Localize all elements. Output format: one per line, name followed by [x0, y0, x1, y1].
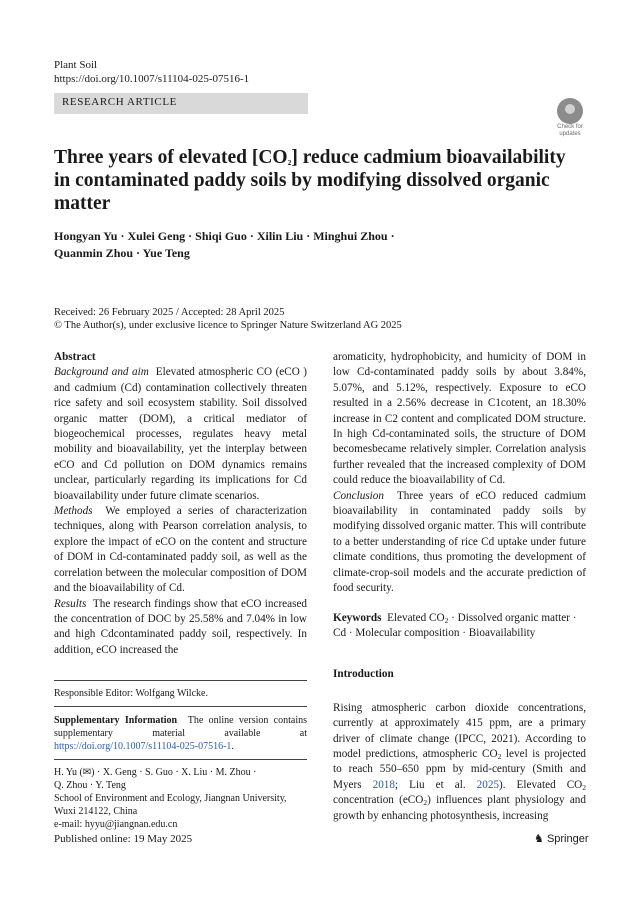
- affiliation-names-2: Q. Zhou · Y. Teng: [54, 780, 126, 792]
- abstract-results: [54, 597, 307, 659]
- journal-name: Plant Soil: [54, 59, 98, 71]
- crossmark-line2: updates: [559, 131, 581, 137]
- affiliation-city: Wuxi 214122, China: [54, 806, 138, 818]
- authors-line-2: Quanmin Zhou · Yue Teng: [54, 246, 190, 260]
- title-subscript: 2: [287, 158, 292, 167]
- left-column: [54, 350, 307, 831]
- intro-text-2: level is projected to reach 550–650 ppm by mid-century (Smith and Myers: [333, 747, 587, 791]
- crossmark-icon: [557, 98, 583, 124]
- supplementary-info: [54, 714, 307, 753]
- title-part-2: ] reduce cadmium bioavailability in contaminated paddy soils by modifying dissolved organic matter: [54, 147, 566, 214]
- article-dates: [54, 306, 574, 332]
- introduction-heading: Introduction: [333, 668, 394, 681]
- publisher-name: Springer: [546, 833, 589, 845]
- supp-link[interactable]: https://doi.org/10.1007/s11104-025-07516-1: [54, 741, 232, 753]
- abstract-heading: Abstract: [54, 351, 96, 363]
- citation-link-2[interactable]: 2025: [476, 778, 500, 791]
- responsible-editor: Responsible Editor: Wolfgang Wilcke.: [54, 688, 208, 700]
- supp-label: Supplementary Information: [54, 715, 178, 727]
- intro-text-5: concentration (eCO: [333, 794, 424, 807]
- article-doi[interactable]: https://doi.org/10.1007/s11104-025-07516-1: [54, 73, 250, 85]
- article-type-banner: [54, 93, 308, 114]
- abstract-conclusion: [333, 489, 586, 597]
- introduction-paragraph: [333, 701, 586, 824]
- affiliation-names-1: H. Yu (✉) · X. Geng · S. Guo · X. Liu · M. Zhou ·: [54, 767, 257, 779]
- affiliation-school: School of Environment and Ecology, Jiangnan University,: [54, 793, 287, 805]
- abstract-methods: [54, 504, 307, 596]
- title-part-1: Three years of elevated [CO: [54, 147, 288, 168]
- keywords-rest: · Dissolved organic matter · Cd · Molecular composition · Bioavailability: [333, 611, 577, 639]
- intro-sub-1: 2: [497, 751, 502, 761]
- intro-text-4: ). Elevated CO: [499, 778, 583, 791]
- abstract-background: [54, 365, 307, 504]
- background-label: Background and aim: [54, 366, 149, 379]
- footnote-divider-3: [54, 759, 307, 760]
- published-date: Published online: 19 May 2025: [54, 833, 193, 845]
- intro-sub-2: 2: [582, 782, 586, 792]
- article-title: [54, 146, 574, 215]
- keyword-first: Elevated CO: [387, 611, 445, 624]
- methods-text: We employed a series of characterization techniques, along with Pearson correlation analysis, to explore the impact of eCO on the content and structure of DOM in Cd-contaminated paddy soil, as well as the correlation between the molecular composition of DOM and the bioavailability of Cd.: [54, 505, 307, 595]
- results-continued: aromaticity, hydrophobicity, and humicity of DOM in low Cd-contaminated paddy soils by about 3.84%, 5.07%, and 5.12%, respectively. Exposure to eCO resulted in a 2.56% decrease in C1cotent, an 18.30% increase in C2 content and complicated DOM structure. In high Cd-contaminated soils, the structure of DOM becomesbecame relatively simpler. Correlation analysis further revealed that the increased complexity of DOM could reduce the bioavailability of Cd.: [333, 351, 586, 487]
- keywords-label: Keywords: [333, 611, 382, 624]
- supp-end: .: [231, 741, 234, 753]
- results-label: Results: [54, 597, 87, 610]
- results-text: The research findings show that eCO increased the concentration of DOC by 25.58% and 7.04% in low and high Cdcontaminated paddy soil, respectively. In addition, eCO increased the: [54, 597, 308, 656]
- received-accepted: Received: 26 February 2025 / Accepted: 28 April 2025: [54, 307, 285, 318]
- conclusion-label: Conclusion: [333, 489, 384, 502]
- journal-header: [54, 58, 249, 86]
- background-text: Elevated atmospheric CO (eCO ) and cadmium (Cd) contamination collectively threaten rice safety and soil ecosystem stability. Soil dissolved organic matter (DOM), a critical mediator of biogeochemical processes, regulates heavy metal mobility and bioavailability, yet the interplay between eCO and Cd pollution on DOM dynamics remains unclear, particularly regarding its implications for Cd bioavailability under future climate scenarios.: [54, 366, 308, 502]
- intro-text-1: Rising atmospheric carbon dioxide concentrations, currently at approximately 415 ppm, are a primary driver of climate change (IPCC, 2021). According to model predictions, atmospheric CO: [333, 701, 586, 760]
- footnote-divider-2: [54, 706, 307, 707]
- keyword-first-sub: 2: [444, 615, 449, 625]
- authors-line-1: Hongyan Yu · Xulei Geng · Shiqi Guo · Xilin Liu · Minghui Zhou ·: [54, 229, 395, 243]
- publisher-logo: [534, 832, 589, 845]
- intro-text-6: ) influences plant physiology and growth by enhancing photosynthesis, increasing: [333, 794, 586, 822]
- springer-horse-icon: ♞: [534, 833, 544, 845]
- affiliation-block: [54, 766, 307, 831]
- supp-text: The online version contains supplementary material available at: [54, 715, 308, 740]
- methods-label: Methods: [54, 505, 93, 518]
- article-type-label: RESEARCH ARTICLE: [62, 96, 177, 108]
- conclusion-text: Three years of eCO reduced cadmium bioavailability in contaminated paddy soils by modifying dissolved organic matter. This will contribute to a better understanding of rice Cd uptake under future climate conditions, thus promoting the development of climate-crop-soil models and the accurate prediction of food security.: [333, 489, 586, 595]
- corresponding-email[interactable]: e-mail: hyyu@jiangnan.edu.cn: [54, 819, 178, 831]
- check-for-updates-badge[interactable]: [553, 98, 587, 137]
- intro-sub-3: 2: [423, 798, 428, 808]
- keywords: [333, 611, 586, 642]
- author-list: [54, 228, 574, 262]
- right-column: [333, 350, 586, 824]
- crossmark-line1: Check for: [557, 124, 583, 130]
- footnote-divider: [54, 680, 307, 681]
- copyright: © The Author(s), under exclusive licence to Springer Nature Switzerland AG 2025: [54, 320, 402, 331]
- intro-text-3: ; Liu et al.: [394, 778, 477, 791]
- citation-link-1[interactable]: 2018: [372, 778, 395, 791]
